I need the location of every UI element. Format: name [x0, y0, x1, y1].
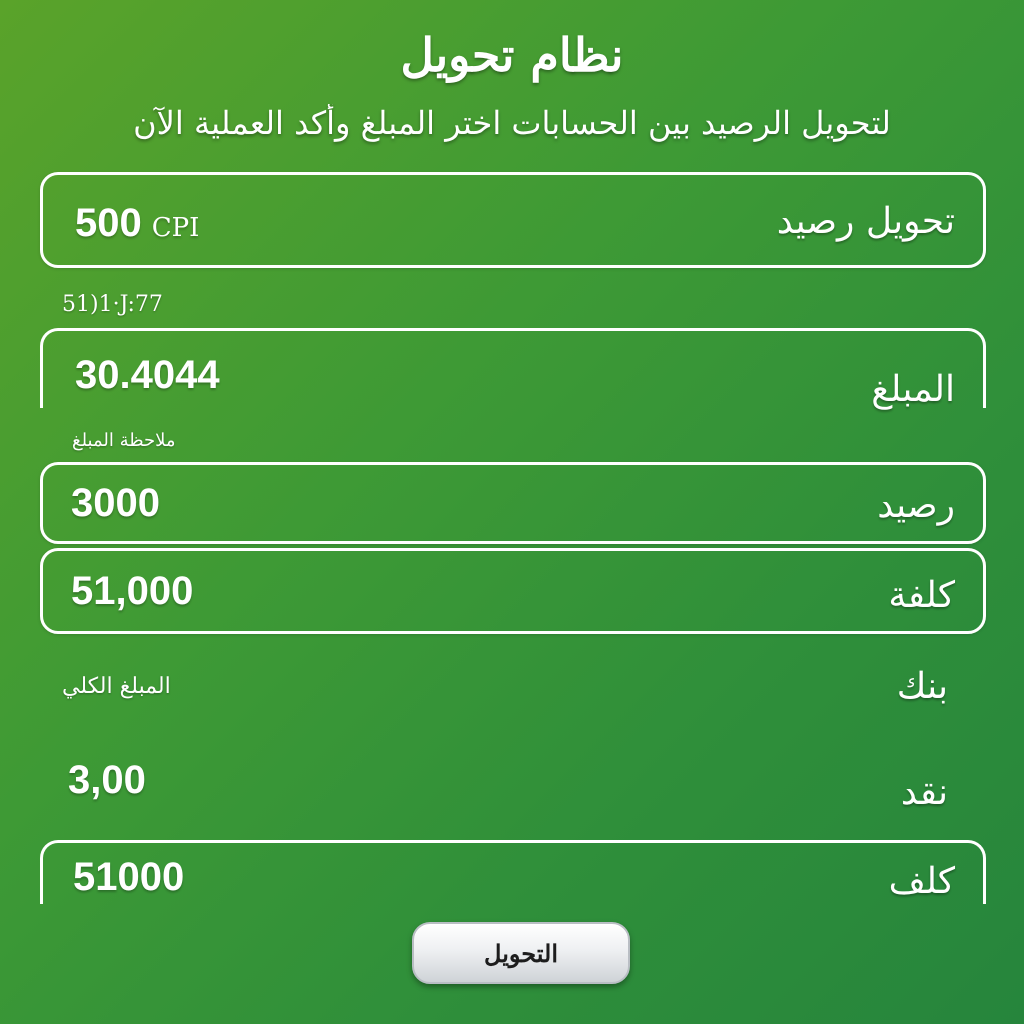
option-label: كلفة [888, 575, 955, 616]
amount-value: 51000 [73, 855, 185, 899]
amount-value: 51,000 [71, 569, 194, 613]
amount-note: ملاحظة المبلغ [72, 430, 176, 451]
bank-label: بنك [896, 666, 948, 707]
total-note: المبلغ الكلي [62, 674, 171, 699]
currency-unit: CPI [151, 213, 200, 243]
cash-amount-value: 3,00 [68, 758, 146, 802]
page-subtitle: لتحويل الرصيد بين الحسابات اختر المبلغ وأكد العملية الآن [133, 104, 891, 142]
reference-note: 51)1·J:77 [62, 292, 163, 317]
amount-value: 30.4044 [75, 353, 220, 397]
transfer-option-51000[interactable] [40, 548, 986, 634]
option-label: تحويل رصيد [776, 201, 955, 242]
amount-number: 500 [75, 201, 142, 245]
transfer-option-3000[interactable] [40, 462, 986, 544]
cost-label: كلف [888, 861, 955, 902]
amount-display-panel [40, 328, 986, 408]
amount-label: المبلغ [871, 369, 955, 410]
cash-label: نقد [900, 772, 948, 813]
cost-display-panel [40, 840, 986, 904]
transfer-option-500[interactable] [40, 172, 986, 268]
amount-value [75, 201, 199, 246]
page-title: نظام تحويل [400, 28, 624, 82]
option-label: رصيد [877, 485, 955, 526]
amount-value: 3000 [71, 481, 160, 525]
transfer-button[interactable]: التحويل [412, 922, 630, 984]
